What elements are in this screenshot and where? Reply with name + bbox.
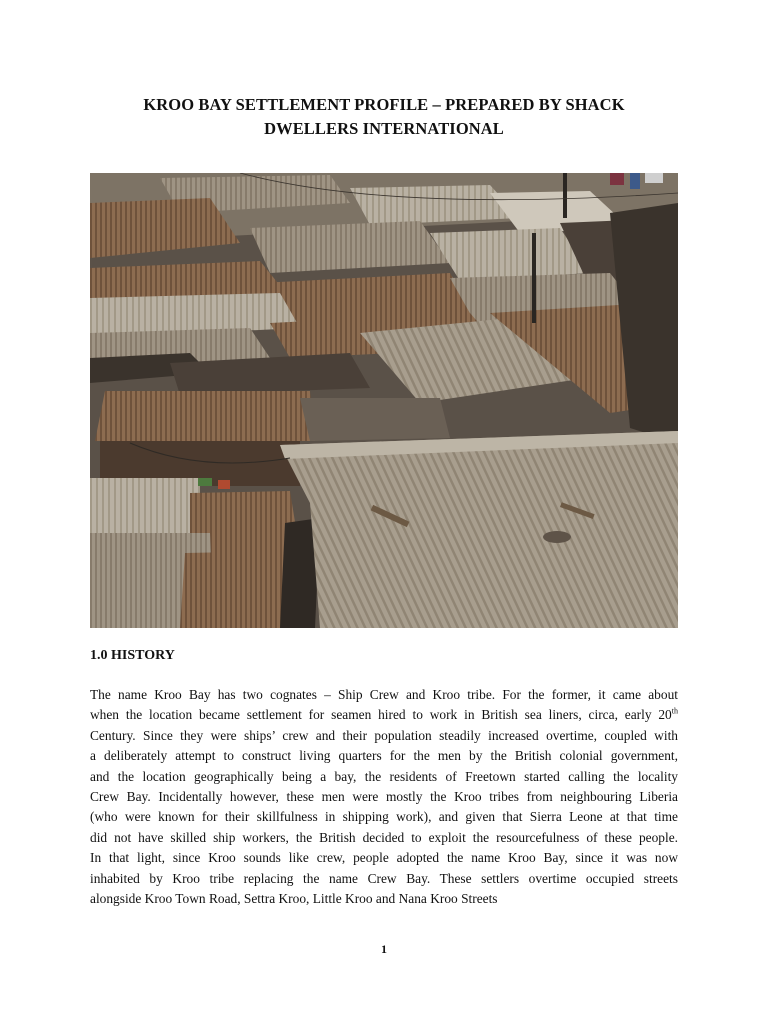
paragraph-line: did not have skilled ship workers, the British decided to exploit the resourcefulness of these people. bbox=[90, 829, 678, 845]
paragraph-line: Century. Since they were ships’ crew and their population steadily increased overtime, coupled with bbox=[90, 727, 678, 743]
paragraph-line: In that light, since Kroo sounds like crew, people adopted the name Kroo Bay, since it was now bbox=[90, 850, 678, 866]
paragraph-line: inhabited by Kroo tribe replacing the name Crew Bay. These settlers overtime occupied streets bbox=[90, 870, 678, 886]
superscript: th bbox=[671, 706, 678, 716]
rooftops-illustration bbox=[90, 173, 678, 628]
paragraph-line: a deliberately attempt to construct living quarters for the men by the British colonial government, bbox=[90, 748, 678, 764]
title-line-2: DWELLERS INTERNATIONAL bbox=[264, 119, 504, 138]
section-heading: 1.0 HISTORY bbox=[90, 648, 175, 663]
roof-near-left bbox=[95, 391, 315, 441]
history-paragraph bbox=[90, 685, 678, 909]
paragraph-line: The name Kroo Bay has two cognates – Ship Crew and Kroo tribe. For the former, it came about bbox=[90, 687, 678, 702]
roof-lower-left-1 bbox=[90, 478, 200, 535]
paragraph-line-text: when the location became settlement for seamen hired to work in British sea liners, circa, early 20 bbox=[90, 707, 672, 723]
paragraph-line bbox=[90, 705, 678, 725]
roof-near-large bbox=[280, 431, 678, 628]
roof-far-2 bbox=[350, 185, 520, 225]
paragraph-line: and the location geographically being a bay, the residents of Freetown started calling the locality bbox=[90, 768, 678, 784]
paragraph-line: (who were known for their skillfulness in shipping work), and given that Sierra Leone at that time bbox=[90, 809, 678, 825]
title-line-1: KROO BAY SETTLEMENT PROFILE – PREPARED BY SHACK bbox=[143, 95, 625, 114]
settlement-photo bbox=[90, 173, 678, 628]
page-number: 1 bbox=[381, 942, 387, 956]
document-title bbox=[90, 93, 678, 141]
paragraph-line: Crew Bay. Incidentally however, these men were mostly the Kroo tribes from neighbouring Liberia bbox=[90, 789, 678, 805]
paragraph-line: alongside Kroo Town Road, Settra Kroo, Little Kroo and Nana Kroo Streets bbox=[90, 891, 498, 907]
